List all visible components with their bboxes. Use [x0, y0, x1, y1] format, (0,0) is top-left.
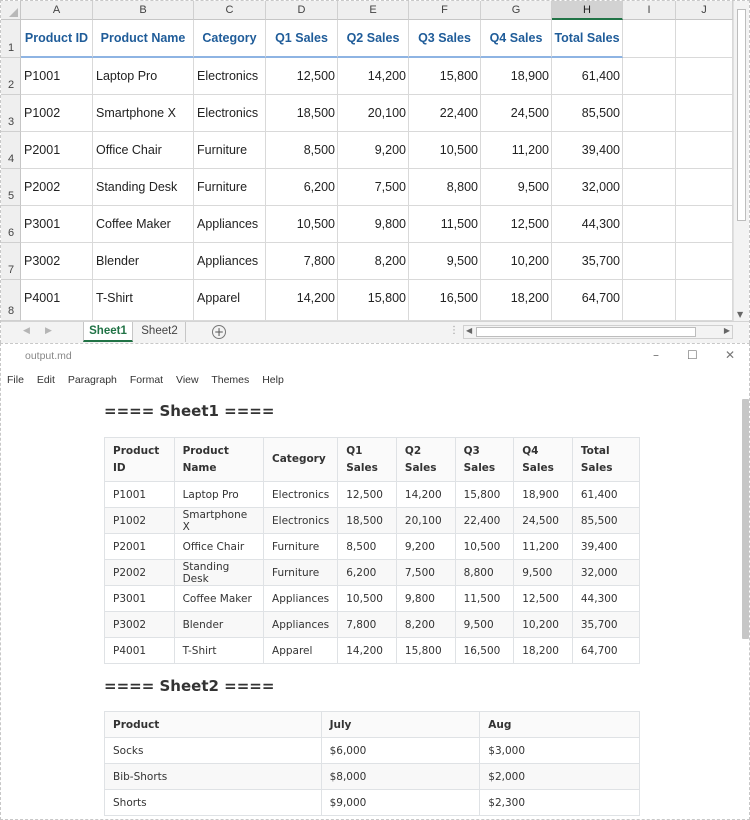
- menu-help[interactable]: Help: [262, 374, 284, 386]
- cell-d8[interactable]: 14,200: [266, 280, 338, 321]
- column-header-g[interactable]: G: [481, 1, 552, 20]
- table-cell[interactable]: P4001: [105, 638, 175, 664]
- table-header-cell[interactable]: July: [321, 712, 480, 738]
- table-cell[interactable]: Coffee Maker: [174, 586, 263, 612]
- table-cell[interactable]: 7,500: [396, 560, 455, 586]
- typora-window: [0, 343, 750, 820]
- column-header-j[interactable]: J: [676, 1, 733, 20]
- cell-g8[interactable]: 18,200: [481, 280, 552, 321]
- table-cell[interactable]: 9,500: [455, 612, 514, 638]
- table-cell[interactable]: 10,500: [455, 534, 514, 560]
- table-cell[interactable]: 20,100: [396, 508, 455, 534]
- cell-a1[interactable]: Product ID: [21, 20, 93, 58]
- table-cell[interactable]: 85,500: [572, 508, 639, 534]
- cell-d3[interactable]: 18,500: [266, 95, 338, 132]
- table-cell[interactable]: Furniture: [264, 560, 338, 586]
- cell-g1[interactable]: Q4 Sales: [481, 20, 552, 58]
- cell-g6[interactable]: 12,500: [481, 206, 552, 243]
- table-cell[interactable]: P3002: [105, 612, 175, 638]
- column-header-h[interactable]: H: [552, 1, 623, 20]
- table-cell[interactable]: 9,200: [396, 534, 455, 560]
- table-cell[interactable]: 61,400: [572, 482, 639, 508]
- maximize-icon[interactable]: ☐: [687, 348, 698, 362]
- cell-h8[interactable]: 64,700: [552, 280, 623, 321]
- cell-g4[interactable]: 11,200: [481, 132, 552, 169]
- cell-f4[interactable]: 10,500: [409, 132, 481, 169]
- cell-g2[interactable]: 18,900: [481, 58, 552, 95]
- table-cell[interactable]: 64,700: [572, 638, 639, 664]
- cell-e1[interactable]: Q2 Sales: [338, 20, 409, 58]
- cell-g7[interactable]: 10,200: [481, 243, 552, 280]
- table-cell[interactable]: 11,500: [455, 586, 514, 612]
- cell-b5[interactable]: Standing Desk: [93, 169, 194, 206]
- cell-e2[interactable]: 14,200: [338, 58, 409, 95]
- menu-themes[interactable]: Themes: [211, 374, 250, 386]
- table-cell[interactable]: Office Chair: [174, 534, 263, 560]
- table-cell[interactable]: Appliances: [264, 586, 338, 612]
- table-cell[interactable]: 24,500: [514, 508, 573, 534]
- table-cell[interactable]: 16,500: [455, 638, 514, 664]
- cell-b7[interactable]: Blender: [93, 243, 194, 280]
- cell-i2[interactable]: [623, 58, 676, 95]
- table-header-cell[interactable]: Product Name: [174, 438, 263, 482]
- cell-c5[interactable]: Furniture: [194, 169, 266, 206]
- menu-view[interactable]: View: [176, 374, 199, 386]
- next-sheet-arrow-icon[interactable]: ▶: [45, 326, 52, 336]
- cell-j1[interactable]: [676, 20, 733, 58]
- cell-f5[interactable]: 8,800: [409, 169, 481, 206]
- cell-h7[interactable]: 35,700: [552, 243, 623, 280]
- table-cell[interactable]: $9,000: [321, 790, 480, 816]
- scroll-left-arrow-icon[interactable]: ◀: [466, 326, 473, 335]
- cell-h4[interactable]: 39,400: [552, 132, 623, 169]
- table-cell[interactable]: Shorts: [105, 790, 322, 816]
- table-cell[interactable]: $2,000: [480, 764, 640, 790]
- table-cell[interactable]: 32,000: [572, 560, 639, 586]
- table-cell[interactable]: P2001: [105, 534, 175, 560]
- table-header-cell[interactable]: Q4 Sales: [514, 438, 573, 482]
- cell-g5[interactable]: 9,500: [481, 169, 552, 206]
- table-cell[interactable]: 8,800: [455, 560, 514, 586]
- window-title: output.md: [25, 350, 72, 362]
- cell-d7[interactable]: 7,800: [266, 243, 338, 280]
- close-icon[interactable]: ✕: [725, 348, 736, 362]
- table-cell[interactable]: Apparel: [264, 638, 338, 664]
- cell-c4[interactable]: Furniture: [194, 132, 266, 169]
- column-header-b[interactable]: B: [93, 1, 194, 20]
- table-header-cell[interactable]: Product: [105, 712, 322, 738]
- table-cell[interactable]: 10,500: [338, 586, 397, 612]
- table-header-cell[interactable]: Q3 Sales: [455, 438, 514, 482]
- sheet2-heading: ==== Sheet2 ====: [104, 677, 275, 695]
- table-cell[interactable]: 39,400: [572, 534, 639, 560]
- table-row: [105, 508, 640, 534]
- cell-b8[interactable]: T-Shirt: [93, 280, 194, 321]
- menu-edit[interactable]: Edit: [36, 374, 55, 386]
- table-cell[interactable]: Furniture: [264, 534, 338, 560]
- prev-sheet-arrow-icon[interactable]: ◀: [23, 326, 30, 336]
- column-header-d[interactable]: D: [266, 1, 338, 20]
- table-header-row: [105, 712, 640, 738]
- sheet-tab-bar: [1, 321, 749, 343]
- table-cell[interactable]: P3001: [105, 586, 175, 612]
- table-header-cell[interactable]: Aug: [480, 712, 640, 738]
- cell-i4[interactable]: [623, 132, 676, 169]
- plus-circle-icon[interactable]: +: [213, 325, 225, 339]
- table-cell[interactable]: T-Shirt: [174, 638, 263, 664]
- vertical-scrollbar[interactable]: [733, 1, 749, 321]
- table-cell[interactable]: $3,000: [480, 738, 640, 764]
- table-cell[interactable]: Electronics: [264, 508, 338, 534]
- cell-c3[interactable]: Electronics: [194, 95, 266, 132]
- cell-j3[interactable]: [676, 95, 733, 132]
- table-cell[interactable]: Laptop Pro: [174, 482, 263, 508]
- row-header-2[interactable]: 2: [1, 58, 21, 95]
- table-row: [105, 534, 640, 560]
- cell-f8[interactable]: 16,500: [409, 280, 481, 321]
- minimize-icon[interactable]: –: [653, 348, 659, 362]
- cell-i5[interactable]: [623, 169, 676, 206]
- row-header-3[interactable]: 3: [1, 95, 21, 132]
- cell-e6[interactable]: 9,800: [338, 206, 409, 243]
- sheet1-heading: ==== Sheet1 ====: [104, 402, 275, 420]
- cell-i3[interactable]: [623, 95, 676, 132]
- row-header-7[interactable]: 7: [1, 243, 21, 280]
- cell-i8[interactable]: [623, 280, 676, 321]
- table-cell[interactable]: Appliances: [264, 612, 338, 638]
- table-header-cell[interactable]: Q1 Sales: [338, 438, 397, 482]
- table-cell[interactable]: 6,200: [338, 560, 397, 586]
- cell-f6[interactable]: 11,500: [409, 206, 481, 243]
- cell-e8[interactable]: 15,800: [338, 280, 409, 321]
- cell-h1[interactable]: Total Sales: [552, 20, 623, 58]
- cell-c6[interactable]: Appliances: [194, 206, 266, 243]
- cell-d5[interactable]: 6,200: [266, 169, 338, 206]
- table-cell[interactable]: 14,200: [396, 482, 455, 508]
- scroll-right-arrow-icon[interactable]: ▶: [723, 326, 730, 335]
- cell-f2[interactable]: 15,800: [409, 58, 481, 95]
- table-row: [105, 482, 640, 508]
- row-header-4[interactable]: 4: [1, 132, 21, 169]
- select-all-corner[interactable]: [1, 1, 21, 20]
- cell-b4[interactable]: Office Chair: [93, 132, 194, 169]
- table-cell[interactable]: Bib-Shorts: [105, 764, 322, 790]
- menu-format[interactable]: Format: [129, 374, 164, 386]
- table-cell[interactable]: 9,500: [514, 560, 573, 586]
- table-row: [105, 738, 640, 764]
- cell-a6[interactable]: P3001: [21, 206, 93, 243]
- cell-b2[interactable]: Laptop Pro: [93, 58, 194, 95]
- cell-e3[interactable]: 20,100: [338, 95, 409, 132]
- cell-j8[interactable]: [676, 280, 733, 321]
- table-row: [105, 586, 640, 612]
- cell-j5[interactable]: [676, 169, 733, 206]
- table-cell[interactable]: 12,500: [514, 586, 573, 612]
- horizontal-scroll-thumb[interactable]: [476, 327, 696, 337]
- table-cell[interactable]: Blender: [174, 612, 263, 638]
- column-header-f[interactable]: F: [409, 1, 481, 20]
- table-header-cell[interactable]: Q2 Sales: [396, 438, 455, 482]
- cell-e5[interactable]: 7,500: [338, 169, 409, 206]
- table-cell[interactable]: Smartphone X: [174, 508, 263, 534]
- cell-j6[interactable]: [676, 206, 733, 243]
- row-header-8[interactable]: 8: [1, 280, 21, 321]
- row-header-6[interactable]: 6: [1, 206, 21, 243]
- table-cell[interactable]: 8,200: [396, 612, 455, 638]
- scroll-down-arrow-icon[interactable]: ▼: [737, 310, 744, 319]
- sheet2-table: [104, 711, 640, 816]
- table-cell[interactable]: 11,200: [514, 534, 573, 560]
- cell-c2[interactable]: Electronics: [194, 58, 266, 95]
- cell-h5[interactable]: 32,000: [552, 169, 623, 206]
- table-cell[interactable]: $2,300: [480, 790, 640, 816]
- cell-b3[interactable]: Smartphone X: [93, 95, 194, 132]
- cell-d6[interactable]: 10,500: [266, 206, 338, 243]
- cell-f1[interactable]: Q3 Sales: [409, 20, 481, 58]
- cell-j4[interactable]: [676, 132, 733, 169]
- table-cell[interactable]: 14,200: [338, 638, 397, 664]
- sheet-tab-sheet2[interactable]: Sheet2: [134, 322, 186, 342]
- table-cell[interactable]: 15,800: [455, 482, 514, 508]
- cell-a5[interactable]: P2002: [21, 169, 93, 206]
- row-header-1[interactable]: 1: [1, 20, 21, 58]
- table-cell[interactable]: 18,200: [514, 638, 573, 664]
- column-header-a[interactable]: A: [21, 1, 93, 20]
- cell-a8[interactable]: P4001: [21, 280, 93, 321]
- sheet1-table: [104, 437, 640, 664]
- table-header-cell[interactable]: Category: [264, 438, 338, 482]
- cell-b6[interactable]: Coffee Maker: [93, 206, 194, 243]
- cell-b1[interactable]: Product Name: [93, 20, 194, 58]
- table-row: [105, 790, 640, 816]
- cell-a4[interactable]: P2001: [21, 132, 93, 169]
- row-header-5[interactable]: 5: [1, 169, 21, 206]
- vertical-scroll-thumb[interactable]: [737, 9, 746, 221]
- cell-i1[interactable]: [623, 20, 676, 58]
- table-cell[interactable]: 15,800: [396, 638, 455, 664]
- cell-e7[interactable]: 8,200: [338, 243, 409, 280]
- column-header-c[interactable]: C: [194, 1, 266, 20]
- table-cell[interactable]: Standing Desk: [174, 560, 263, 586]
- cell-h6[interactable]: 44,300: [552, 206, 623, 243]
- cell-a2[interactable]: P1001: [21, 58, 93, 95]
- cell-e4[interactable]: 9,200: [338, 132, 409, 169]
- table-row: [105, 612, 640, 638]
- table-row: [105, 638, 640, 664]
- sheet-tab-sheet1[interactable]: Sheet1: [83, 322, 133, 342]
- table-cell[interactable]: 22,400: [455, 508, 514, 534]
- cell-h3[interactable]: 85,500: [552, 95, 623, 132]
- table-cell[interactable]: P1002: [105, 508, 175, 534]
- table-header-cell[interactable]: Total Sales: [572, 438, 639, 482]
- cell-a3[interactable]: P1002: [21, 95, 93, 132]
- cell-g3[interactable]: 24,500: [481, 95, 552, 132]
- table-cell[interactable]: $8,000: [321, 764, 480, 790]
- cell-j7[interactable]: [676, 243, 733, 280]
- cell-d1[interactable]: Q1 Sales: [266, 20, 338, 58]
- cell-d2[interactable]: 12,500: [266, 58, 338, 95]
- table-cell[interactable]: P2002: [105, 560, 175, 586]
- excel-window: [0, 0, 750, 343]
- cell-c1[interactable]: Category: [194, 20, 266, 58]
- cell-i7[interactable]: [623, 243, 676, 280]
- cell-f3[interactable]: 22,400: [409, 95, 481, 132]
- column-header-e[interactable]: E: [338, 1, 409, 20]
- cell-c8[interactable]: Apparel: [194, 280, 266, 321]
- cell-c7[interactable]: Appliances: [194, 243, 266, 280]
- cell-a7[interactable]: P3002: [21, 243, 93, 280]
- cell-d4[interactable]: 8,500: [266, 132, 338, 169]
- table-row: [105, 560, 640, 586]
- menu-file[interactable]: File: [7, 374, 24, 386]
- column-header-i[interactable]: I: [623, 1, 676, 20]
- cell-j2[interactable]: [676, 58, 733, 95]
- table-cell[interactable]: Socks: [105, 738, 322, 764]
- table-cell[interactable]: Electronics: [264, 482, 338, 508]
- cell-i6[interactable]: [623, 206, 676, 243]
- table-cell[interactable]: 18,500: [338, 508, 397, 534]
- table-cell[interactable]: 44,300: [572, 586, 639, 612]
- cell-f7[interactable]: 9,500: [409, 243, 481, 280]
- table-header-row: [105, 438, 640, 482]
- table-cell[interactable]: 12,500: [338, 482, 397, 508]
- menu-bar: [7, 374, 294, 386]
- menu-paragraph[interactable]: Paragraph: [67, 374, 117, 386]
- table-header-cell[interactable]: Product ID: [105, 438, 175, 482]
- split-handle-icon[interactable]: ⋮: [449, 325, 459, 336]
- table-cell[interactable]: P1001: [105, 482, 175, 508]
- table-cell[interactable]: 10,200: [514, 612, 573, 638]
- table-cell[interactable]: 8,500: [338, 534, 397, 560]
- table-cell[interactable]: $6,000: [321, 738, 480, 764]
- document-scrollbar[interactable]: [742, 399, 749, 639]
- horizontal-scrollbar[interactable]: [463, 325, 733, 339]
- table-cell[interactable]: 18,900: [514, 482, 573, 508]
- table-cell[interactable]: 7,800: [338, 612, 397, 638]
- cell-h2[interactable]: 61,400: [552, 58, 623, 95]
- table-row: [105, 764, 640, 790]
- table-cell[interactable]: 9,800: [396, 586, 455, 612]
- table-cell[interactable]: 35,700: [572, 612, 639, 638]
